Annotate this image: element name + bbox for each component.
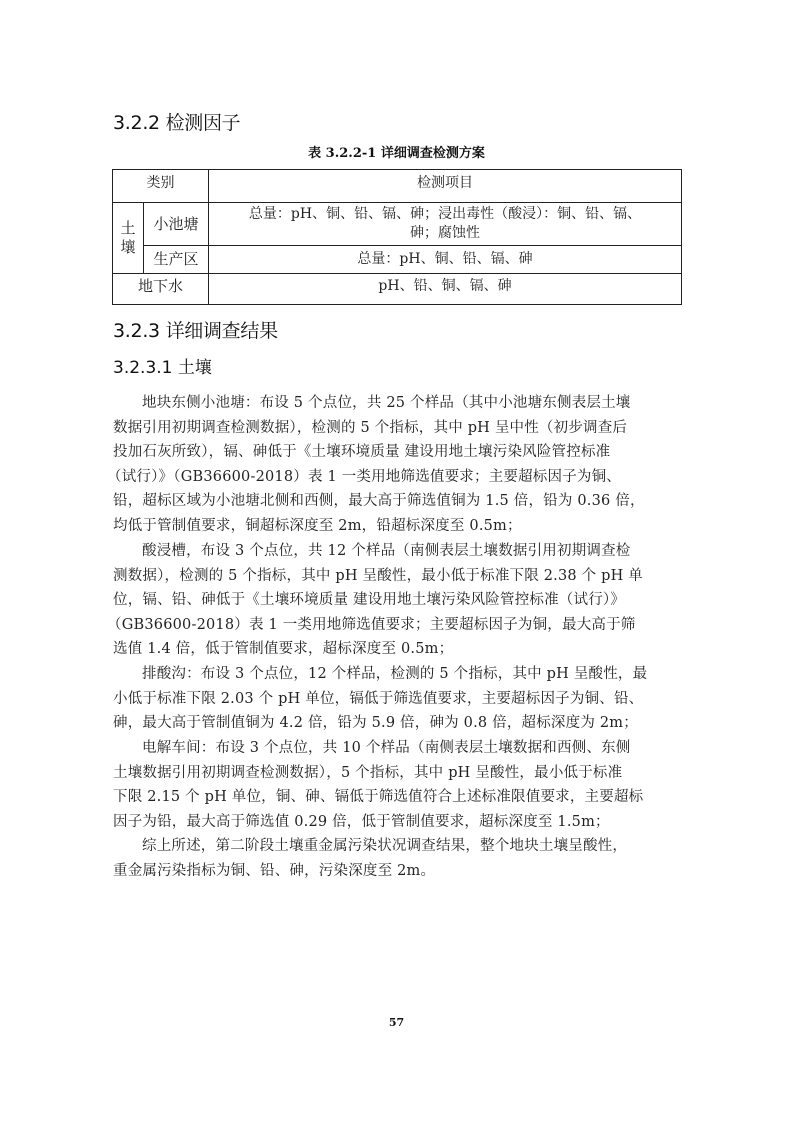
header-items-text: 检测项目	[417, 175, 473, 191]
text-line: 砷，最大高于管制值铜为 4.2 倍，铅为 5.9 倍，砷为 0.8 倍，超标深度为 2m；	[113, 715, 638, 732]
table-header-row	[113, 170, 682, 203]
table-row	[113, 203, 682, 246]
soil-label-2: 壤	[120, 238, 136, 256]
text-line: 测数据），检测的 5 个指标，其中 pH 呈酸性，最小低于标准下限 2.38 个 pH 单	[113, 567, 643, 584]
items-text-line1: 总量：pH、铜、铅、镉、砷；浸出毒性（酸浸）：铜、铅、镉、	[248, 206, 642, 222]
items-text-line2: 砷；腐蚀性	[410, 225, 480, 241]
text-line: 土壤数据引用初期调查检测数据），5 个指标，其中 pH 呈酸性，最小低于标准	[113, 764, 623, 781]
text-line: 均低于管制值要求，铜超标深度至 2m，铅超标深度至 0.5m；	[113, 517, 522, 534]
text-line: 投加石灰所致），镉、砷低于《土壤环境质量 建设用地土壤污染风险管控标准	[113, 444, 611, 461]
text-line: 小低于标准下限 2.03 个 pH 单位，镉低于筛选值要求，主要超标因子为铜、铅、	[113, 690, 644, 707]
header-category	[113, 170, 209, 203]
items-text: 总量：pH、铜、铅、镉、砷	[357, 251, 533, 267]
header-category-text: 类别	[146, 175, 175, 191]
paragraph-summary	[113, 834, 681, 883]
soil-category-cell	[113, 203, 144, 274]
paragraph-electrolysis-workshop	[113, 736, 681, 834]
text-line: 下限 2.15 个 pH 单位，铜、砷、镉低于筛选值符合上述标准限值要求，主要超标	[113, 789, 644, 806]
text-line: 铅，超标区域为小池塘北侧和西侧，最大高于筛选值铜为 1.5 倍，铅为 0.36 倍，	[113, 493, 645, 510]
subsection-heading-3-2-3-1: 3.2.3.1 土壤	[113, 358, 212, 378]
sub-category-text: 小池塘	[153, 214, 199, 233]
sub-category-cell	[144, 246, 209, 274]
text-line: 因子为铅，最大高于筛选值 0.29 倍，低于管制值要求，超标深度至 1.5m；	[113, 813, 610, 830]
category-text: 地下水	[137, 277, 183, 295]
text-line: 电解车间：布设 3 个点位，共 10 个样品（南侧表层土壤数据和西侧、东侧	[142, 740, 631, 756]
table-row	[113, 246, 682, 274]
header-items	[209, 170, 682, 203]
items-cell	[209, 274, 682, 305]
sub-category-text: 生产区	[153, 250, 199, 268]
items-cell	[209, 203, 682, 246]
page-number: 57	[388, 1016, 405, 1029]
text-line: 排酸沟：布设 3 个点位，12 个样品，检测的 5 个指标，其中 pH 呈酸性，最	[142, 666, 648, 682]
text-line: 综上所述，第二阶段土壤重金属污染状况调查结果，整个地块土壤呈酸性，	[142, 838, 628, 854]
paragraph-acid-tank	[107, 539, 681, 662]
table-caption: 表 3.2.2-1 详细调查检测方案	[308, 146, 485, 161]
items-cell	[209, 246, 682, 274]
sub-category-cell	[144, 203, 209, 246]
text-line: 选值 1.4 倍，低于管制值要求，超标深度至 0.5m；	[113, 641, 454, 658]
text-line: 酸浸槽，布设 3 个点位，共 12 个样品（南侧表层土壤数据引用初期调查检	[142, 543, 631, 559]
paragraph-small-pond	[107, 391, 681, 539]
soil-label-1: 土	[120, 219, 136, 237]
text-line: （试行）》（GB36600-2018）表 1 一类用地筛选值要求；主要超标因子为铜、	[107, 468, 622, 485]
text-line: （GB36600-2018）表 1 一类用地筛选值要求；主要超标因子为铜，最大高于筛	[107, 616, 636, 633]
text-line: 数据引用初期调查检测数据），检测的 5 个指标，其中 pH 呈中性（初步调查后	[113, 419, 628, 436]
detection-plan-table	[112, 169, 682, 305]
category-cell	[113, 274, 209, 305]
paragraph-acid-ditch	[113, 662, 681, 736]
section-heading-3-2-3: 3.2.3 详细调查结果	[113, 320, 278, 342]
text-line: 地块东侧小池塘：布设 5 个点位，共 25 个样品（其中小池塘东侧表层土壤	[142, 395, 631, 411]
table-row	[113, 274, 682, 305]
section-heading-3-2-2: 3.2.2 检测因子	[113, 112, 241, 134]
text-line: 重金属污染指标为铜、铅、砷，污染深度至 2m。	[113, 862, 436, 879]
text-line: 位，镉、铅、砷低于《土壤环境质量 建设用地土壤污染风险管控标准（试行）》	[113, 592, 626, 609]
items-text: pH、铅、铜、镉、砷	[378, 278, 512, 294]
